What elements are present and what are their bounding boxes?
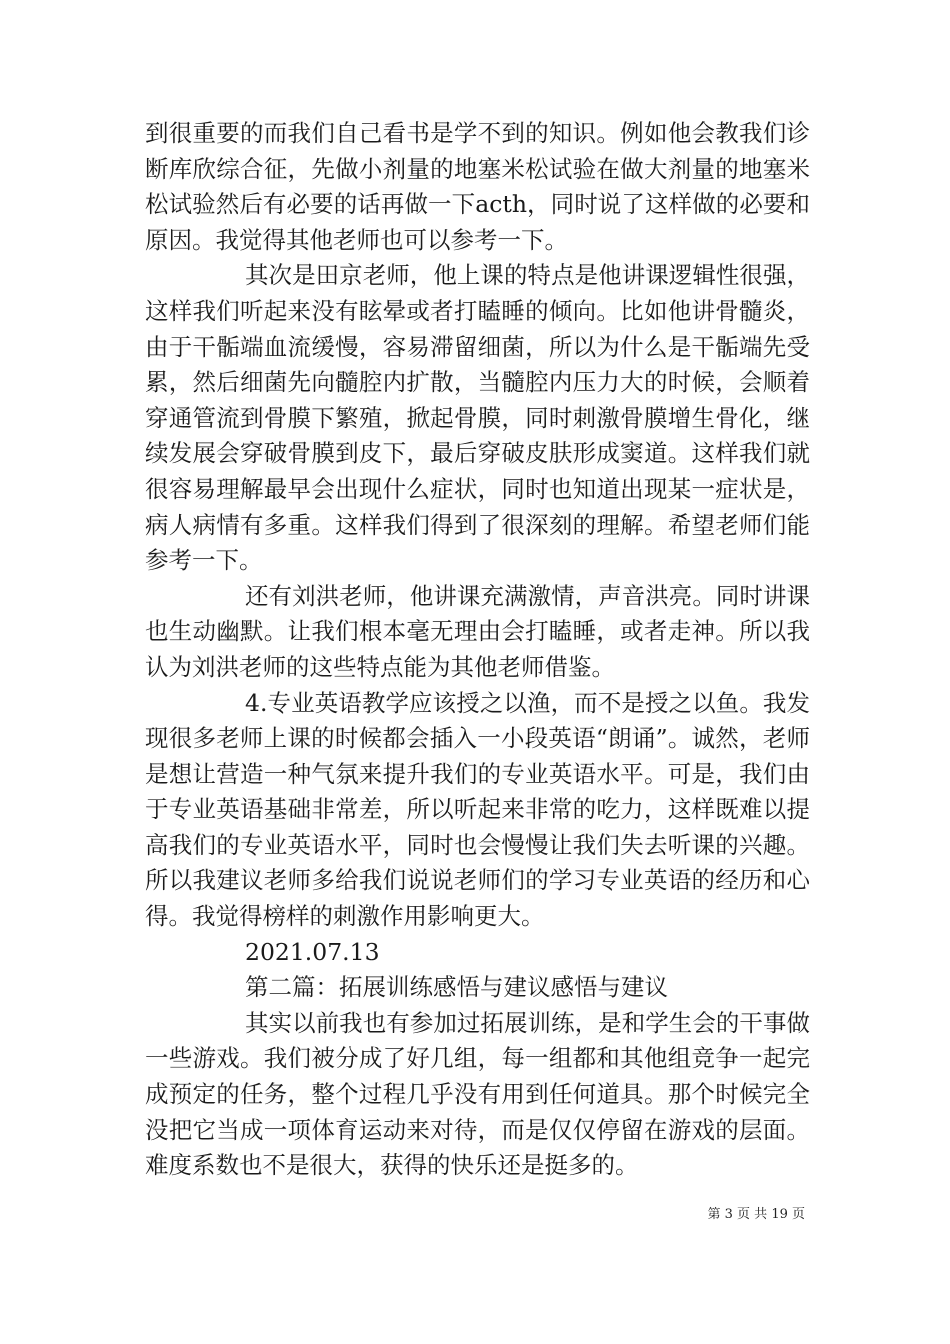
document-body	[145, 116, 810, 1184]
paragraph-tian-jing: 其次是田京老师，他上课的特点是他讲课逻辑性很强，这样我们听起来没有眩晕或者打瞌睡的倾向。比如他讲骨髓炎，由于干骺端血流缓慢，容易滞留细菌，所以为什么是干骺端先受累，然后细菌先向髓腔内扩散，当髓腔内压力大的时候，会顺着穿通管流到骨膜下繁殖，掀起骨膜，同时刺激骨膜增生骨化，继续发展会穿破骨膜到皮下，最后穿破皮肤形成窦道。这样我们就很容易理解最早会出现什么症状，同时也知道出现某一症状是，病人病情有多重。这样我们得到了很深刻的理解。希望老师们能参考一下。	[145, 261, 810, 575]
paragraph-liu-hong: 还有刘洪老师，他讲课充满激情，声音洪亮。同时讲课也生动幽默。让我们根本毫无理由会打瞌睡，或者走神。所以我认为刘洪老师的这些特点能为其他老师借鉴。	[145, 581, 810, 681]
document-date: 2021.07.13	[245, 937, 380, 966]
section-heading: 第二篇：拓展训练感悟与建议感悟与建议	[245, 973, 668, 1002]
paragraph-expansion-training: 其实以前我也有参加过拓展训练，是和学生会的干事做一些游戏。我们被分成了好几组，每一组都和其他组竞争一起完成预定的任务，整个过程几乎没有用到任何道具。那个时候完全没把它当成一项体育运动来对待，而是仅仅停留在游戏的层面。难度系数也不是很大，获得的快乐还是挺多的。	[145, 1008, 810, 1180]
page-number: 第 3 页 共 19 页	[707, 1207, 805, 1222]
paragraph-continuation: 到很重要的而我们自己看书是学不到的知识。例如他会教我们诊断库欣综合征，先做小剂量的地塞米松试验在做大剂量的地塞米松试验然后有必要的话再做一下acth，同时说了这样做的必要和原因。我觉得其他老师也可以参考一下。	[145, 119, 810, 254]
paragraph-english-teaching: 4.专业英语教学应该授之以渔，而不是授之以鱼。我发现很多老师上课的时候都会插入一小段英语“朗诵”。诚然，老师是想让营造一种气氛来提升我们的专业英语水平。可是，我们由于专业英语基础非常差，所以听起来非常的吃力，这样既难以提高我们的专业英语水平，同时也会慢慢让我们失去听课的兴趣。所以我建议老师多给我们说说老师们的学习专业英语的经历和心得。我觉得榜样的刺激作用影响更大。	[145, 688, 810, 931]
